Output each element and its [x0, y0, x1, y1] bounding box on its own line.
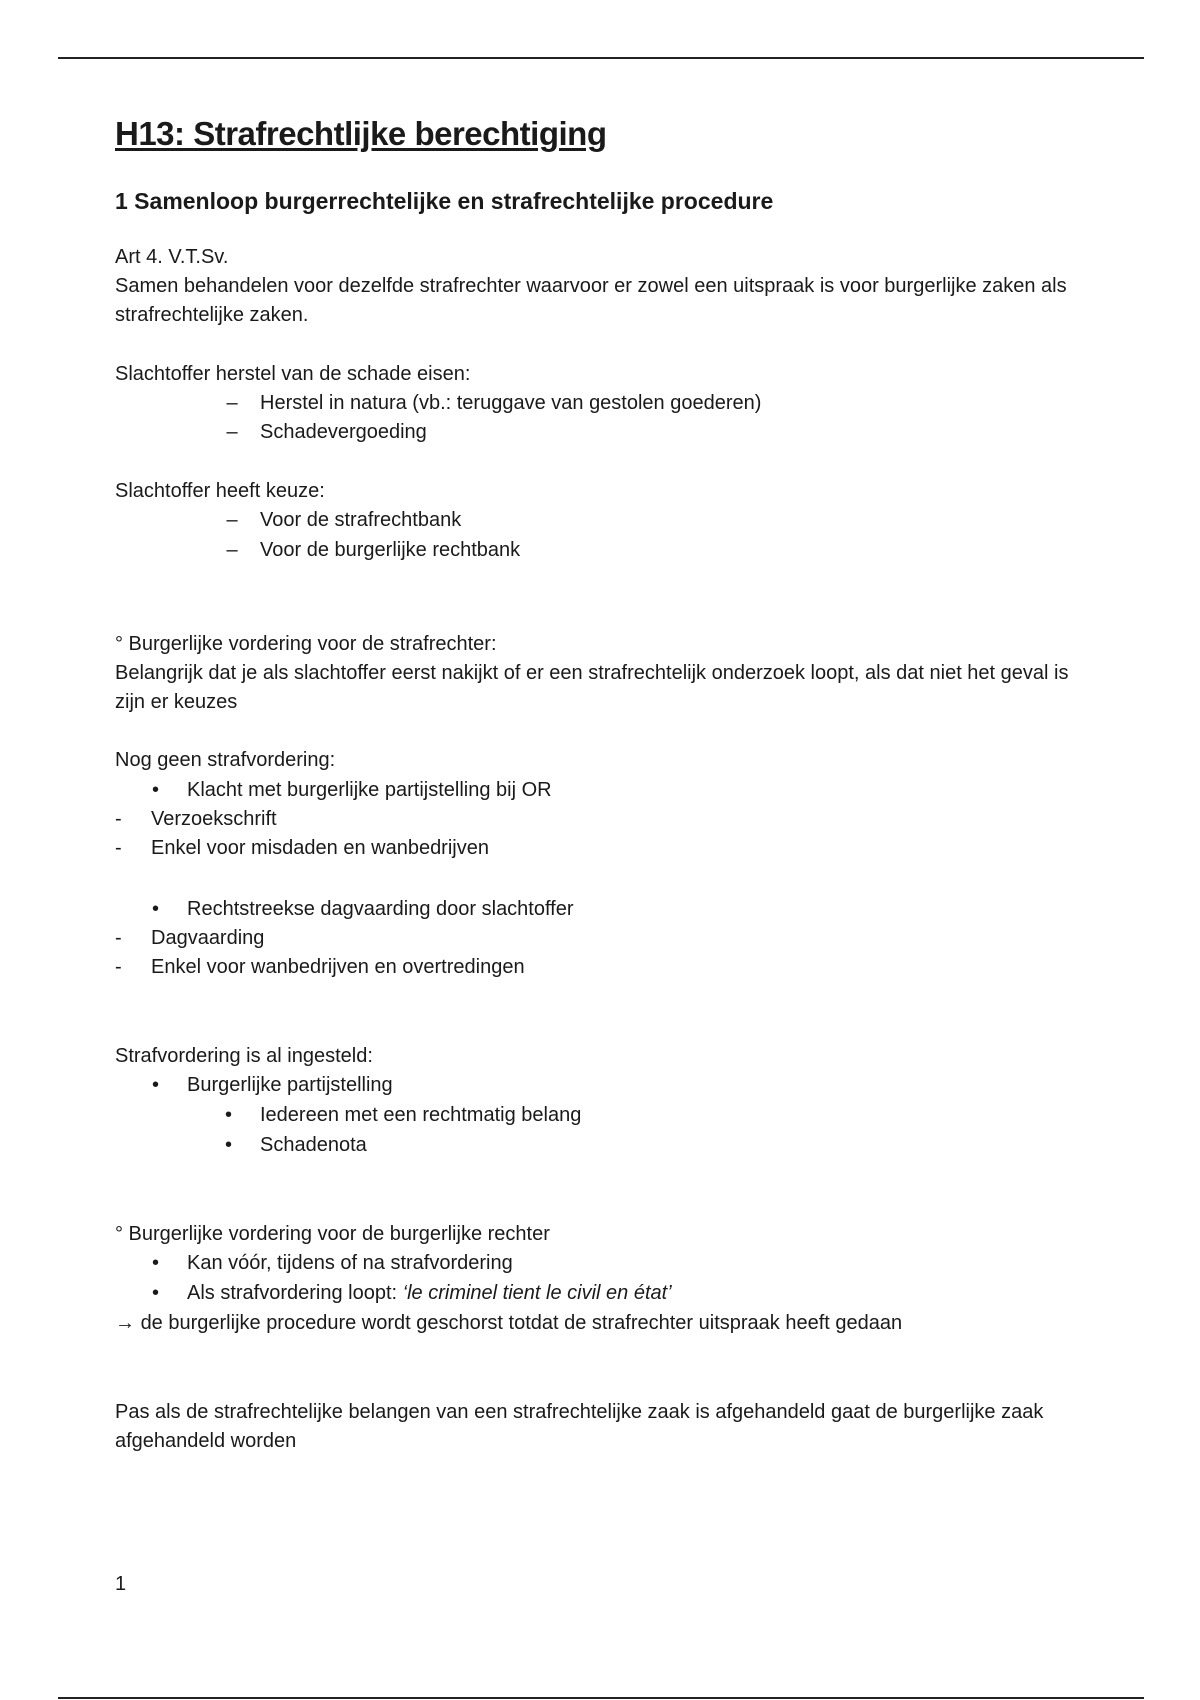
list-item: Schadenota [260, 1134, 367, 1156]
hyphen-marker: - [115, 837, 122, 859]
article-reference: Art 4. V.T.Sv. [115, 246, 229, 268]
list-item: Schadevergoeding [260, 421, 427, 443]
page-number: 1 [115, 1573, 127, 1595]
list-item: Voor de strafrechtbank [260, 509, 462, 531]
hyphen-marker: - [115, 956, 122, 978]
list-item: Iedereen met een rechtmatig belang [260, 1104, 582, 1126]
bullet-marker: • [225, 1104, 233, 1126]
en-dash-marker: – [226, 509, 238, 531]
keuze-label: Slachtoffer heeft keuze: [115, 480, 325, 502]
strafrechter-heading: ° Burgerlijke vordering voor de strafrechter: [115, 633, 497, 655]
list-item: Voor de burgerlijke rechtbank [260, 539, 521, 561]
bullet-marker: • [152, 1252, 160, 1274]
list-item-text: Als strafvordering loopt: [187, 1282, 403, 1304]
bullet-marker: • [225, 1134, 233, 1156]
list-item: Enkel voor wanbedrijven en overtredingen [151, 956, 525, 978]
geen-strafvordering-label: Nog geen strafvordering: [115, 749, 336, 771]
hyphen-marker: - [115, 927, 122, 949]
burgerlijke-rechter-heading: ° Burgerlijke vordering voor de burgerlijke rechter [115, 1223, 550, 1245]
list-item: Enkel voor misdaden en wanbedrijven [151, 837, 489, 859]
list-item: Klacht met burgerlijke partijstelling bij OR [187, 779, 552, 801]
intro-paragraph: Samen behandelen voor dezelfde strafrechter waarvoor er zowel een uitspraak is voor burgerlijke zaken als strafrechtelijke zaken. [115, 275, 1067, 326]
list-item: Dagvaarding [151, 927, 265, 949]
top-rule [58, 57, 1144, 59]
arrow-line [115, 1309, 1095, 1338]
bullet-marker: • [152, 898, 160, 920]
bullet-marker: • [152, 779, 160, 801]
arrow-text: de burgerlijke procedure wordt geschorst totdat de strafrechter uitspraak heeft gedaan [140, 1312, 903, 1334]
bottom-rule [58, 1697, 1144, 1699]
arrow-icon: → [115, 1312, 135, 1334]
en-dash-marker: – [226, 392, 238, 414]
list-item: Rechtstreekse dagvaarding door slachtoffer [187, 898, 574, 920]
bullet-marker: • [152, 1074, 160, 1096]
page-title: H13: Strafrechtlijke berechtiging [115, 115, 607, 152]
bullet-marker: • [152, 1282, 160, 1304]
ingesteld-label: Strafvordering is al ingesteld: [115, 1045, 373, 1067]
hyphen-marker: - [115, 808, 122, 830]
closing-paragraph: Pas als de strafrechtelijke belangen van een strafrechtelijke zaak is afgehandeld gaat de burgerlijke zaak afgehandeld worden [115, 1401, 1044, 1452]
strafrechter-paragraph: Belangrijk dat je als slachtoffer eerst nakijkt of er een strafrechtelijk onderzoek loopt, als dat niet het geval is zijn er keuzes [115, 662, 1069, 713]
en-dash-marker: – [226, 539, 238, 561]
section-heading: 1 Samenloop burgerrechtelijke en strafrechtelijke procedure [115, 188, 774, 214]
quote-text: ‘le criminel tient le civil en état’ [402, 1282, 672, 1304]
en-dash-marker: – [226, 421, 238, 443]
list-item: Verzoekschrift [151, 808, 277, 830]
list-item: Kan vóór, tijdens of na strafvordering [187, 1252, 513, 1274]
herstel-label: Slachtoffer herstel van de schade eisen: [115, 363, 471, 385]
list-item: Herstel in natura (vb.: teruggave van gestolen goederen) [260, 392, 762, 414]
list-item [187, 1279, 672, 1308]
list-item: Burgerlijke partijstelling [187, 1074, 393, 1096]
